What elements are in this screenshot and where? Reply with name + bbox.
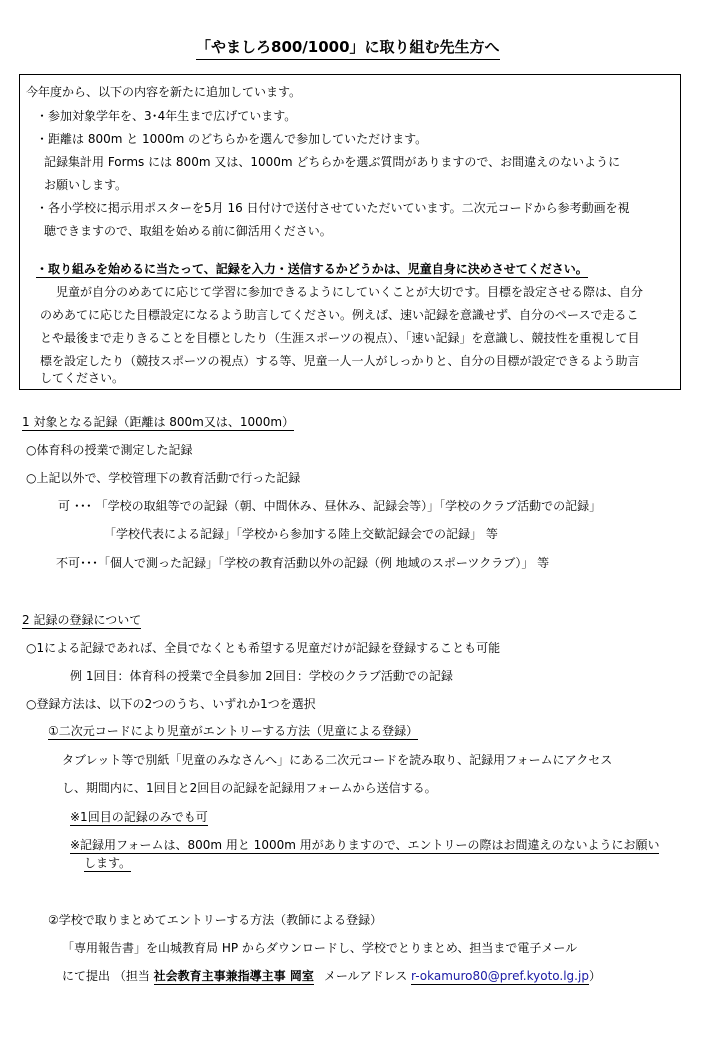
notice-item-poster: ・各小学校に掲示用ポスターを5月 16 日付けで送付させていただいています。二次元コードから参考動画を視 bbox=[36, 201, 630, 215]
section1-allowed-line: 可 ･･･ 「学校の取組等での記録（朝、中間休み、昼休み、記録会等）」「学校のクラブ活動での記録」 bbox=[58, 499, 602, 513]
section1-not-allowed-line: 不可･･･「個人で測った記録」「学校の教育活動以外の記録（例 地域のスポーツクラブ）」 等 bbox=[56, 556, 550, 570]
section2-item-optional: ○1による記録であれば、全員でなくとも希望する児童だけが記録を登録することも可能 bbox=[26, 641, 501, 655]
section1-item-school-activity: ○上記以外で、学校管理下の教育活動で行った記録 bbox=[26, 471, 301, 485]
notice-forms-note-cont: お願いします。 bbox=[44, 178, 128, 192]
method2-contact-line bbox=[62, 967, 601, 985]
method1-warning-cont: します。 bbox=[84, 856, 132, 870]
notice-guidance-line: のめあてに応じた目標設定になるよう助言してください。例えば、速い記録を意識せず、自分のペースで走るこ bbox=[40, 308, 639, 322]
contact-name: 社会教育主事兼指導主事 岡室 bbox=[153, 969, 314, 983]
page-title: 「やましろ800/1000」に取り組む先生方へ bbox=[196, 36, 500, 60]
method1-description: タブレット等で別紙「児童のみなさんへ」にある二次元コードを読み取り、記録用フォームにアクセス bbox=[62, 753, 613, 767]
notice-guidance-line: 児童が自分のめあてに応じて学習に参加できるようにしていくことが大切です。目標を設定させる際は、自分 bbox=[56, 285, 644, 299]
method1-title: ①二次元コードにより児童がエントリーする方法（児童による登録） bbox=[48, 724, 419, 738]
notice-box bbox=[19, 74, 681, 390]
notice-item-distance: ・距離は 800m と 1000m のどちらかを選んで参加していただけます。 bbox=[36, 132, 428, 146]
method2-title: ②学校で取りまとめてエントリーする方法（教師による登録） bbox=[48, 913, 383, 927]
notice-item-grades: ・参加対象学年を、3･4年生まで広げています。 bbox=[36, 109, 297, 123]
notice-guidance-line: してください。 bbox=[40, 371, 125, 385]
notice-item-self-decision: ・取り組みを始めるに当たって、記録を入力・送信するかどうかは、児童自身に決めさせてください。 bbox=[36, 262, 588, 276]
section1-allowed-line-cont: 「学校代表による記録」「学校から参加する陸上交歓記録会での記録」 等 bbox=[104, 527, 498, 541]
section2-example: 例 1回目：体育科の授業で全員参加 2回目：学校のクラブ活動での記録 bbox=[70, 669, 453, 683]
email-label: メールアドレス bbox=[323, 969, 412, 983]
contact-prefix: にて提出 （担当 bbox=[62, 969, 154, 983]
notice-guidance-line: 標を設定したり（競技スポーツの視点）する等、児童一人一人がしっかりと、自分の目標が設定できるよう助言 bbox=[40, 354, 640, 368]
method2-description: 「専用報告書」を山城教育局 HP からダウンロードし、学校でとりまとめ、担当まで電子メール bbox=[62, 941, 578, 955]
section1-item-pe-class: ○体育科の授業で測定した記録 bbox=[26, 443, 193, 457]
notice-forms-note: 記録集計用 Forms には 800m 又は、1000m どちらかを選ぶ質問がありますので、お間違えのないように bbox=[44, 155, 621, 169]
email-link[interactable]: r-okamuro80@pref.kyoto.lg.jp bbox=[411, 969, 589, 983]
notice-guidance-line: とや最後まで走りきることを目標としたり（生涯スポーツの視点）、「速い記録」を意識し、競技性を重視して目 bbox=[40, 331, 640, 345]
section2-item-method-choice: ○登録方法は、以下の2つのうち、いずれか1つを選択 bbox=[26, 697, 316, 711]
section2-heading: 2 記録の登録について bbox=[22, 613, 142, 627]
method1-description-cont: し、期間内に、1回目と2回目の記録を記録用フォームから送信する。 bbox=[62, 781, 437, 795]
method1-warning: ※記録用フォームは、800m 用と 1000m 用がありますので、エントリーの際はお間違えのないようにお願い bbox=[70, 838, 660, 852]
section1-heading: 1 対象となる記録（距離は 800m又は、1000m） bbox=[22, 415, 295, 429]
closing-paren: ） bbox=[588, 969, 601, 983]
notice-intro: 今年度から、以下の内容を新たに追加しています。 bbox=[26, 85, 302, 99]
method1-note: ※1回目の記録のみでも可 bbox=[70, 810, 208, 824]
notice-poster-cont: 聴できますので、取組を始める前に御活用ください。 bbox=[44, 224, 332, 238]
